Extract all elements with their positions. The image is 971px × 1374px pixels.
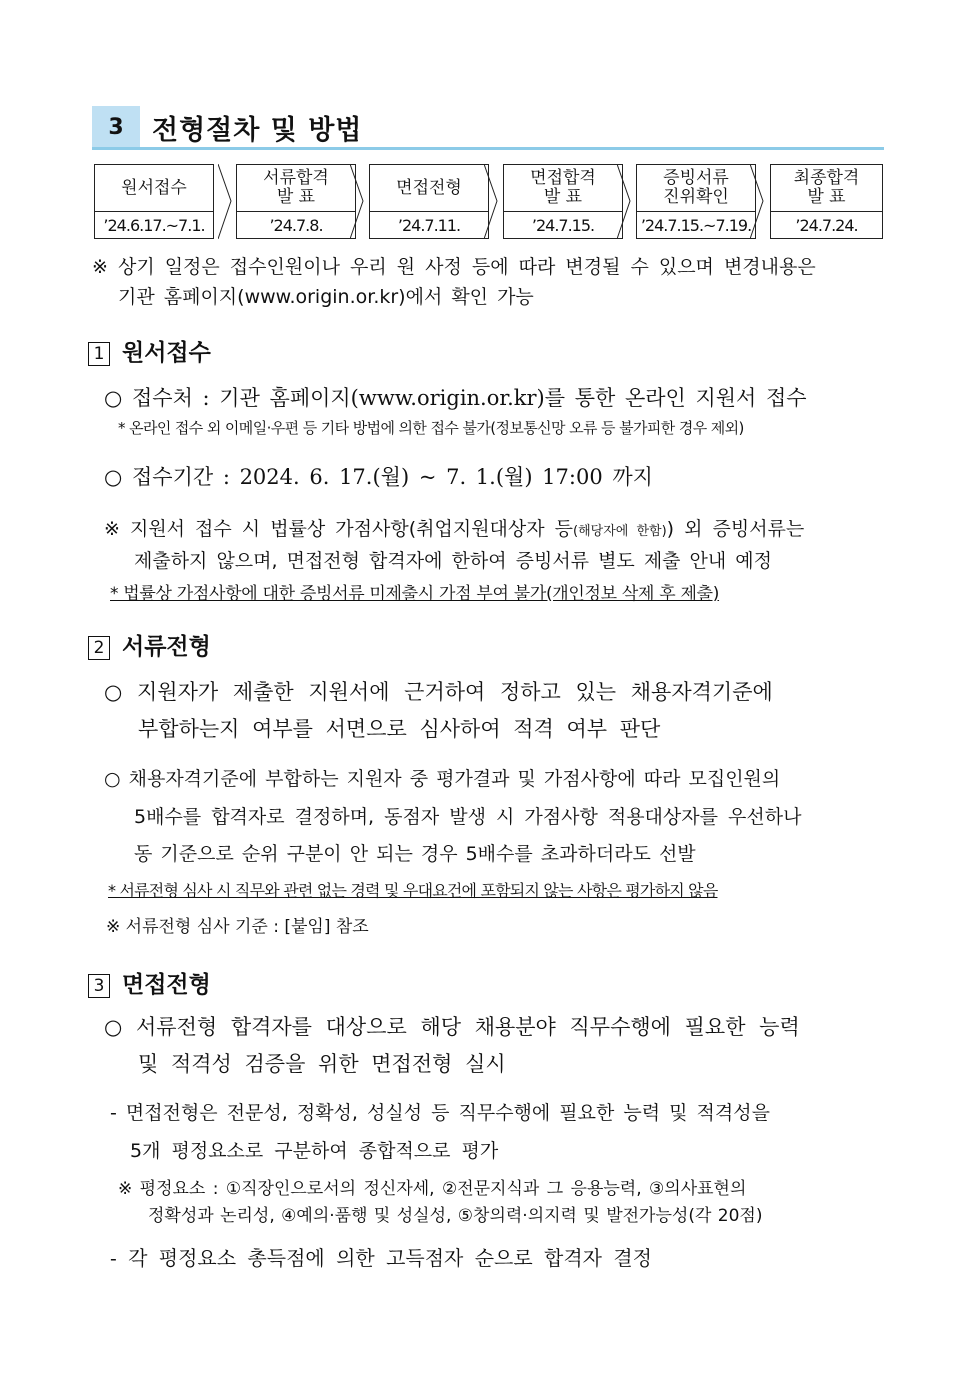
- process-step: [236, 164, 356, 239]
- process-step: [94, 164, 214, 239]
- s3-dash-1-line2: 5개 평정요소로 구분하여 종합적으로 평가: [130, 1140, 499, 1162]
- s1-bullet-2: ○ 접수기간 : 2024. 6. 17.(월) ~ 7. 1.(월) 17:00 까지: [104, 465, 653, 489]
- s1-note-1-line2: 제출하지 않으며, 면접전형 합격자에 한하여 증빙서류 별도 제출 안내 예정: [134, 550, 773, 572]
- process-step: [503, 164, 623, 239]
- s3-note-1-line1: ※ 평정요소 : ①직장인으로서의 정신자세, ②전문지식과 그 응용능력, ③의사표현의: [118, 1179, 747, 1199]
- subsection-title: 원서접수: [122, 339, 211, 366]
- subsection-title: 서류전형: [122, 633, 211, 660]
- arrow-right-icon: [350, 164, 364, 239]
- s2-note-2: ※ 서류전형 심사 기준 : [붙임] 참조: [106, 917, 369, 937]
- subsection-title: 면접전형: [122, 971, 211, 998]
- process-step-name: 최종합격 발 표: [771, 165, 882, 212]
- process-step: [636, 164, 756, 239]
- s2-bullet-1-line2: 부합하는지 여부를 서면으로 심사하여 적격 여부 판단: [138, 717, 661, 741]
- process-step: [770, 164, 883, 239]
- subsection-heading-3: [88, 966, 211, 999]
- subsection-number: 1: [88, 342, 110, 366]
- subsection-heading-2: [88, 628, 211, 661]
- process-step-name: 면접전형: [370, 165, 488, 212]
- process-step-name: 원서접수: [95, 165, 213, 212]
- s3-note-1-line2: 정확성과 논리성, ④예의·품행 및 성실성, ⑤창의력·의지력 및 발전가능성(각 20점): [148, 1206, 763, 1226]
- s2-bullet-1-line1: ○ 지원자가 제출한 지원서에 근거하여 정하고 있는 채용자격기준에: [104, 680, 773, 704]
- process-step-name: 면접합격 발 표: [504, 165, 622, 212]
- subsection-number: 2: [88, 636, 110, 660]
- arrow-right-icon: [617, 164, 631, 239]
- arrow-right-icon: [484, 164, 498, 239]
- schedule-note-line1: ※ 상기 일정은 접수인원이나 우리 원 사정 등에 따라 변경될 수 있으며 변경내용은: [92, 256, 816, 278]
- s3-dash-2: - 각 평정요소 총득점에 의한 고득점자 순으로 합격자 결정: [110, 1246, 652, 1270]
- process-step-date: ’24.7.24.: [795, 216, 858, 235]
- subsection-number: 3: [88, 974, 110, 998]
- s2-bullet-2-line1: ○ 채용자격기준에 부합하는 지원자 중 평가결과 및 가점사항에 따라 모집인원의: [104, 768, 781, 790]
- s2-bullet-2-line3: 동 기준으로 순위 구분이 안 되는 경우 5배수를 초과하더라도 선발: [134, 843, 696, 865]
- section-number: 3: [92, 106, 140, 148]
- process-step-date: ’24.7.11.: [397, 216, 461, 235]
- arrow-right-icon: [750, 164, 764, 239]
- s2-note-1: * 서류전형 심사 시 직무와 관련 없는 경력 및 우대요건에 포함되지 않는 사항은 평가하지 않음: [108, 881, 718, 900]
- s3-dash-1-line1: - 면접전형은 전문성, 정확성, 성실성 등 직무수행에 필요한 능력 및 적격성을: [110, 1102, 770, 1124]
- s1-bullet-1: ○ 접수처 : 기관 홈페이지(www.origin.or.kr)를 통한 온라인 지원서 접수: [104, 386, 807, 410]
- process-step-name: 증빙서류 진위확인: [637, 165, 755, 212]
- process-step-date: ’24.7.8.: [269, 216, 323, 235]
- subsection-heading-1: [88, 334, 211, 367]
- s1-note-2: * 법률상 가점사항에 대한 증빙서류 미제출시 가점 부여 불가(개인정보 삭제 후 제출): [110, 584, 720, 604]
- schedule-note-line2: 기관 홈페이지(www.origin.or.kr)에서 확인 가능: [118, 286, 534, 308]
- s2-bullet-2-line2: 5배수를 합격자로 결정하며, 동점자 발생 시 가점사항 적용대상자를 우선하나: [134, 806, 802, 828]
- process-step-date: ’24.7.15.: [531, 216, 595, 235]
- s1-note-1: ※ 지원서 접수 시 법률상 가점사항(취업지원대상자 등(해당자에 한함)) 외 증빙서류는: [104, 518, 805, 540]
- arrow-right-icon: [218, 164, 232, 239]
- process-step-date: ’24.6.17.~7.1.: [103, 216, 205, 235]
- s3-bullet-1-line2: 및 적격성 검증을 위한 면접전형 실시: [138, 1052, 506, 1076]
- process-step-name: 서류합격 발 표: [237, 165, 355, 212]
- s3-bullet-1-line1: ○ 서류전형 합격자를 대상으로 해당 채용분야 직무수행에 필요한 능력: [104, 1015, 800, 1039]
- s1-bullet-1-note: * 온라인 접수 외 이메일·우편 등 기타 방법에 의한 접수 불가(정보통신망 오류 등 불가피한 경우 제외): [118, 419, 744, 437]
- section-underline: [92, 147, 884, 150]
- process-step: [369, 164, 489, 239]
- process-step-date: ’24.7.15.~7.19.: [640, 216, 752, 235]
- section-title: 전형절차 및 방법: [152, 114, 363, 146]
